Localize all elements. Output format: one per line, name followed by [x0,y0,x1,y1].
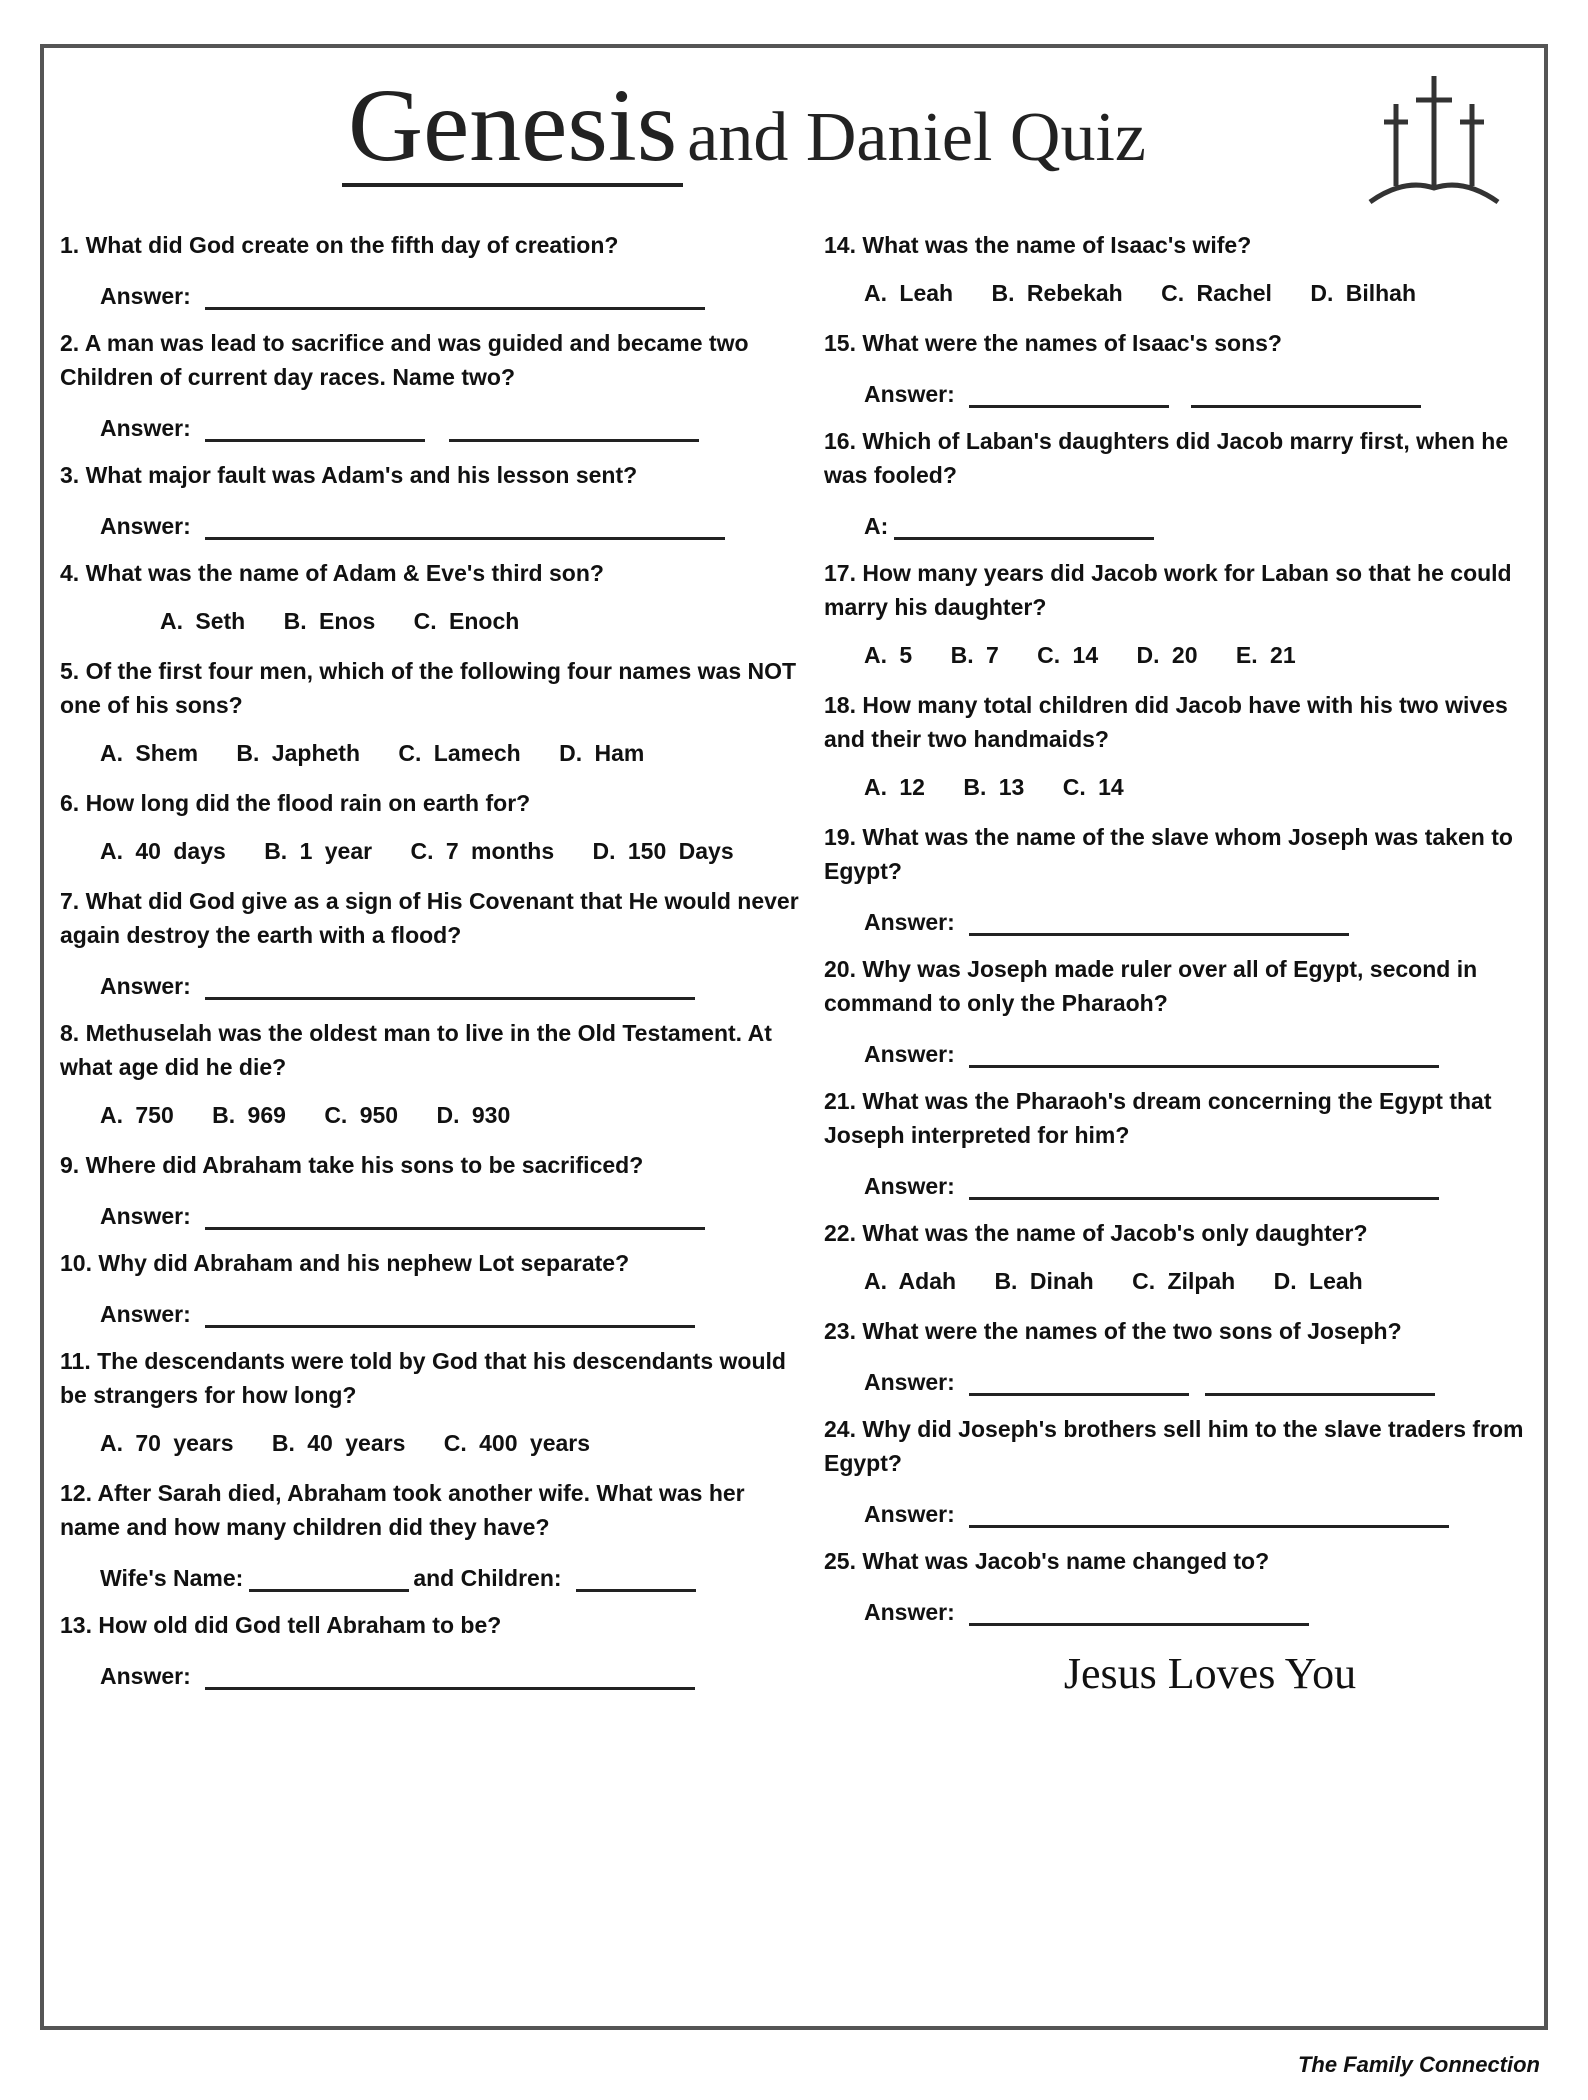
answer-21-line[interactable] [969,1171,1439,1200]
option[interactable]: C. 950 [324,1102,399,1128]
question-1: 1. What did God create on the fifth day of creation? [60,232,619,258]
answer-15-line-b[interactable] [1191,379,1421,408]
answer-7 [100,966,800,1000]
wife-name-line[interactable] [249,1563,409,1592]
question-3: 3. What major fault was Adam's and his lesson sent? [60,462,638,488]
children-line[interactable] [576,1563,696,1592]
answer-16 [864,506,1536,540]
answer-10 [100,1294,800,1328]
children-label: and Children: [413,1565,562,1591]
option[interactable]: A. 70 years [100,1430,234,1456]
question-18: 18. How many total children did Jacob have with his two wives and their two handmaids? [824,692,1508,752]
answer-23-line-b[interactable] [1205,1367,1435,1396]
answer-label: Answer: [100,283,191,309]
question-15: 15. What were the names of Isaac's sons? [824,330,1282,356]
question-8: 8. Methuselah was the oldest man to live in the Old Testament. At what age did he die? [60,1020,772,1080]
answer-label: Answer: [100,973,191,999]
options-22 [864,1264,1536,1298]
options-4 [160,604,800,638]
answer-12 [100,1558,800,1592]
option[interactable]: A. Leah [864,280,954,306]
answer-21 [864,1166,1536,1200]
answer-1 [100,276,800,310]
answer-24 [864,1494,1536,1528]
question-17: 17. How many years did Jacob work for Laban so that he could marry his daughter? [824,560,1512,620]
question-20: 20. Why was Joseph made ruler over all of Egypt, second in command to only the Pharaoh? [824,956,1478,1016]
options-8 [100,1098,800,1132]
answer-label: Answer: [100,1203,191,1229]
option[interactable]: B. Enos [283,608,376,634]
option[interactable]: B. Japheth [236,740,360,766]
option[interactable]: A. 5 [864,642,913,668]
answer-1-line[interactable] [205,281,705,310]
answer-20 [864,1034,1536,1068]
option[interactable]: C. Zilpah [1132,1268,1236,1294]
option[interactable]: A. 12 [864,774,925,800]
answer-23 [864,1362,1536,1396]
wife-name-label: Wife's Name: [100,1565,244,1591]
question-23: 23. What were the names of the two sons of Joseph? [824,1318,1402,1344]
option[interactable]: A. 40 days [100,838,226,864]
question-24: 24. Why did Joseph's brothers sell him to the slave traders from Egypt? [824,1416,1524,1476]
option[interactable]: B. Rebekah [991,280,1123,306]
quiz-sheet [40,44,1548,2030]
a-label: A: [864,513,889,539]
answer-label: Answer: [864,1599,955,1625]
question-2: 2. A man was lead to sacrifice and was guided and became two Children of current day races. Name two? [60,330,749,390]
page-title [44,66,1444,185]
option[interactable]: D. Ham [559,740,645,766]
question-16: 16. Which of Laban's daughters did Jacob marry first, when he was fooled? [824,428,1509,488]
answer-16-line[interactable] [894,511,1154,540]
option[interactable]: C. Lamech [398,740,521,766]
option[interactable]: A. 750 [100,1102,174,1128]
answer-label: Answer: [864,381,955,407]
question-19: 19. What was the name of the slave whom Joseph was taken to Egypt? [824,824,1513,884]
answer-label: Answer: [864,909,955,935]
title-genesis: Genesis [342,68,683,187]
option[interactable]: B. Dinah [994,1268,1094,1294]
answer-15 [864,374,1536,408]
answer-20-line[interactable] [969,1039,1439,1068]
answer-7-line[interactable] [205,971,695,1000]
option[interactable]: C. 400 years [443,1430,591,1456]
question-5: 5. Of the first four men, which of the following four names was NOT one of his sons? [60,658,797,718]
answer-label: Answer: [864,1369,955,1395]
question-9: 9. Where did Abraham take his sons to be sacrificed? [60,1152,644,1178]
option[interactable]: C. 14 [1037,642,1099,668]
question-21: 21. What was the Pharaoh's dream concerning the Egypt that Joseph interpreted for him? [824,1088,1492,1148]
answer-13 [100,1656,800,1690]
answer-24-line[interactable] [969,1499,1449,1528]
options-11 [100,1426,800,1460]
options-5 [100,736,800,770]
question-14: 14. What was the name of Isaac's wife? [824,232,1252,258]
option[interactable]: D. 930 [436,1102,511,1128]
option[interactable]: D. 150 Days [592,838,734,864]
question-22: 22. What was the name of Jacob's only daughter? [824,1220,1368,1246]
option[interactable]: B. 969 [212,1102,286,1128]
answer-2-line-a[interactable] [205,413,425,442]
option[interactable]: D. 20 [1136,642,1198,668]
answer-13-line[interactable] [205,1661,695,1690]
closing-message: Jesus Loves You [1063,1649,1357,1698]
option[interactable]: A. Seth [160,608,246,634]
options-14 [864,276,1536,310]
right-column [824,228,1536,1699]
question-4: 4. What was the name of Adam & Eve's third son? [60,560,604,586]
question-13: 13. How old did God tell Abraham to be? [60,1612,502,1638]
option[interactable]: B. 13 [963,774,1025,800]
answer-label: Answer: [100,415,191,441]
answer-9 [100,1196,800,1230]
answer-25 [864,1592,1536,1626]
option[interactable]: A. Shem [100,740,199,766]
answer-25-line[interactable] [969,1597,1309,1626]
option[interactable]: E. 21 [1235,642,1296,668]
option[interactable]: C. 14 [1062,774,1124,800]
answer-19-line[interactable] [969,907,1349,936]
answer-9-line[interactable] [205,1201,705,1230]
option[interactable]: A. Adah [864,1268,957,1294]
options-17 [864,638,1536,672]
options-18 [864,770,1536,804]
answer-23-line-a[interactable] [969,1367,1189,1396]
question-7: 7. What did God give as a sign of His Covenant that He would never again destroy the earth with a flood? [60,888,799,948]
option[interactable]: B. 1 year [264,838,373,864]
answer-3 [100,506,800,540]
answer-label: Answer: [864,1041,955,1067]
credit-text: The Family Connection [1297,2052,1540,2077]
answer-label: Answer: [100,513,191,539]
option[interactable]: C. 7 months [410,838,555,864]
three-crosses-icon [1364,70,1504,220]
question-10: 10. Why did Abraham and his nephew Lot separate? [60,1250,630,1276]
title-rest: and Daniel Quiz [687,99,1146,176]
question-6: 6. How long did the flood rain on earth for? [60,790,531,816]
option[interactable]: C. Rachel [1161,280,1272,306]
option[interactable]: C. Enoch [413,608,520,634]
question-11: 11. The descendants were told by God that his descendants would be strangers for how long? [60,1348,786,1408]
answer-2 [100,408,800,442]
answer-label: Answer: [100,1663,191,1689]
answer-label: Answer: [864,1173,955,1199]
answer-3-line[interactable] [205,511,725,540]
answer-2-line-b[interactable] [449,413,699,442]
answer-10-line[interactable] [205,1299,695,1328]
answer-19 [864,902,1536,936]
answer-label: Answer: [864,1501,955,1527]
question-12: 12. After Sarah died, Abraham took another wife. What was her name and how many children did they have? [60,1480,745,1540]
option[interactable]: D. Leah [1273,1268,1363,1294]
option[interactable]: B. 40 years [271,1430,406,1456]
left-column [60,228,800,1706]
option[interactable]: D. Bilhah [1310,280,1417,306]
option[interactable]: B. 7 [950,642,999,668]
answer-15-line-a[interactable] [969,379,1169,408]
options-6 [100,834,800,868]
question-25: 25. What was Jacob's name changed to? [824,1548,1270,1574]
answer-label: Answer: [100,1301,191,1327]
